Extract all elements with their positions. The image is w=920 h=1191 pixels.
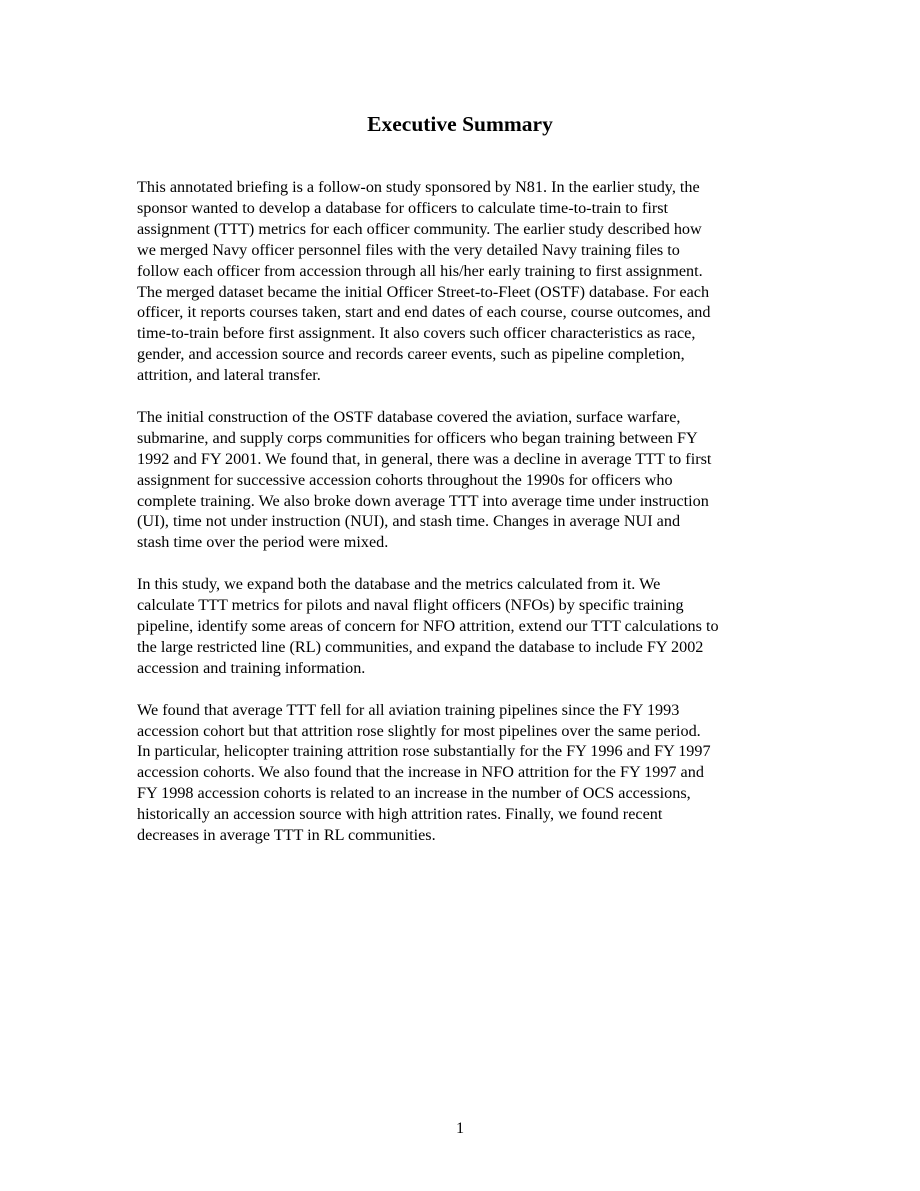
paragraph-1: This annotated briefing is a follow-on study sponsored by N81. In the earlier study, the sponsor wanted to develop a database for officers to calculate time-to-train to first assignment (TTT) metrics for each officer community. The earlier study described how we merged Navy officer personnel files with the very detailed Navy training files to follow each officer from accession through all his/her early training to first assignment. The merged dataset became the initial Officer Street-to-Fleet (OSTF) database. For each officer, it reports courses taken, start and end dates of each course, course outcomes, and time-to-train before first assignment. It also covers such officer characteristics as race, gender, and accession source and records career events, such as pipeline completion, attrition, and lateral transfer. <box>137 178 711 385</box>
page-number: 1 <box>455 1119 465 1137</box>
paragraph-3: In this study, we expand both the database and the metrics calculated from it. We calculate TTT metrics for pilots and naval flight officers (NFOs) by specific training pipeline, identify some areas of concern for NFO attrition, extend our TTT calculations to the large restricted line (RL) communities, and expand the database to include FY 2002 accession and training information. <box>137 575 719 677</box>
page-title: Executive Summary <box>367 112 553 136</box>
paragraph-2: The initial construction of the OSTF database covered the aviation, surface warfare, submarine, and supply corps communities for officers who began training between FY 1992 and FY 2001. We found that, in general, there was a decline in average TTT to first assignment for successive accession cohorts throughout the 1990s for officers who complete training. We also broke down average TTT into average time under instruction (UI), time not under instruction (NUI), and stash time. Changes in average NUI and stash time over the period were mixed. <box>137 407 712 552</box>
document-body <box>137 177 797 867</box>
paragraph-4: We found that average TTT fell for all aviation training pipelines since the FY 1993 accession cohort but that attrition rose slightly for most pipelines over the same period. In particular, helicopter training attrition rose substantially for the FY 1996 and FY 1997 accession cohorts. We also found that the increase in NFO attrition for the FY 1997 and FY 1998 accession cohorts is related to an increase in the number of OCS accessions, historically an accession source with high attrition rates. Finally, we found recent decreases in average TTT in RL communities. <box>137 700 711 845</box>
